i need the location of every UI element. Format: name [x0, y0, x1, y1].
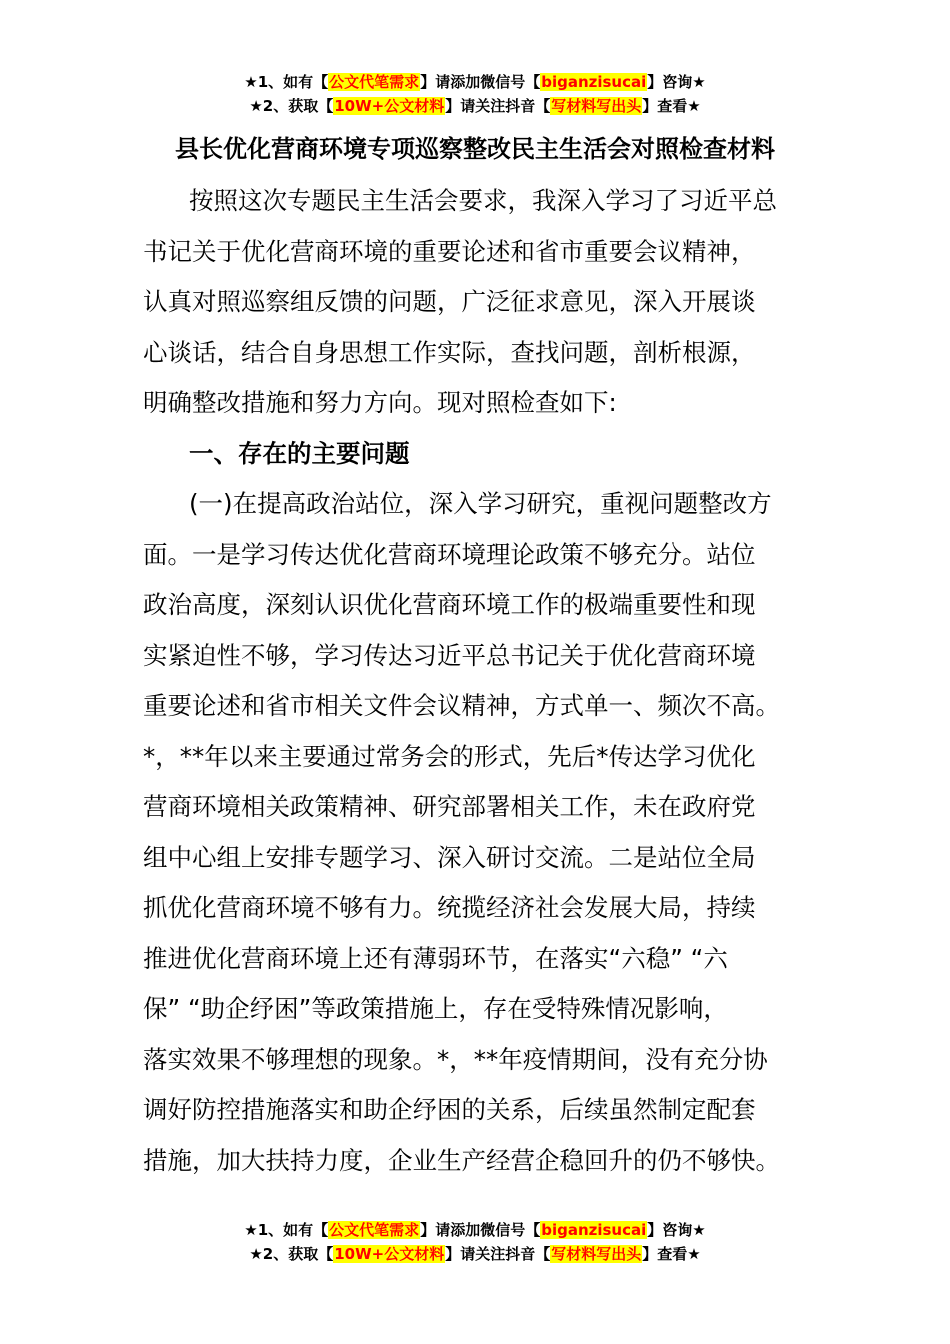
top-banner — [0, 70, 950, 118]
paragraph-line: 落实效果不够理想的现象。*，**年疫情期间，没有充分协 — [143, 1044, 768, 1074]
paragraph-line: *，**年以来主要通过常务会的形式，先后*传达学习优化 — [143, 741, 756, 771]
document-body — [143, 176, 813, 1186]
document-title: 县长优化营商环境专项巡察整改民主生活会对照检查材料 — [175, 135, 775, 163]
banner-text: 】咨询★ — [647, 73, 706, 91]
banner-text: ★2、获取【 — [249, 97, 334, 115]
highlight-materials: 10W+公文材料 — [334, 97, 445, 115]
paragraph-line: 心谈话，结合自身思想工作实际，查找问题，剖析根源， — [143, 337, 756, 367]
paragraph-line: 推进优化营商环境上还有薄弱环节，在落实“六稳” “六 — [143, 943, 728, 973]
paragraph-line: 面。一是学习传达优化营商环境理论政策不够充分。站位 — [143, 539, 756, 569]
banner-text: 】请添加微信号【 — [420, 73, 541, 91]
paragraph-line: 措施，加大扶持力度，企业生产经营企稳回升的仍不够快。 — [143, 1145, 780, 1175]
banner-text: ★2、获取【 — [249, 1245, 334, 1263]
banner-text: 】咨询★ — [647, 1221, 706, 1239]
banner-text: 】查看★ — [642, 97, 701, 115]
banner-text: ★1、如有【 — [244, 73, 329, 91]
banner-line-1 — [0, 1218, 950, 1242]
highlight-douyin: 写材料写出头 — [551, 97, 642, 115]
banner-line-1 — [0, 70, 950, 94]
paragraph-line: 重要论述和省市相关文件会议精神，方式单一、频次不高。 — [143, 691, 780, 720]
paragraph-line: 保” “助企纾困”等政策措施上，存在受特殊情况影响， — [143, 994, 728, 1023]
paragraph-line: 组中心组上安排专题学习、深入研讨交流。二是站位全局 — [143, 842, 756, 872]
banner-line-2 — [0, 94, 950, 118]
paragraph-line: 抓优化营商环境不够有力。统揽经济社会发展大局，持续 — [143, 893, 756, 922]
highlight-materials: 10W+公文材料 — [334, 1245, 445, 1263]
banner-text: 】请关注抖音【 — [445, 1245, 551, 1263]
paragraph-line: 营商环境相关政策精神、研究部署相关工作，未在政府党 — [143, 792, 756, 821]
paragraph-line: 书记关于优化营商环境的重要论述和省市重要会议精神， — [143, 236, 756, 266]
banner-text: 】请添加微信号【 — [420, 1221, 541, 1239]
bottom-banner — [0, 1218, 950, 1266]
paragraph-line: 实紧迫性不够，学习传达习近平总书记关于优化营商环境 — [143, 640, 756, 670]
highlight-wechat-id: biganzisucai — [541, 73, 647, 91]
paragraph-line: 政治高度，深刻认识优化营商环境工作的极端重要性和现 — [143, 590, 756, 619]
paragraph-line: 明确整改措施和努力方向。现对照检查如下: — [143, 388, 617, 417]
paragraph-line: 认真对照巡察组反馈的问题，广泛征求意见，深入开展谈 — [143, 287, 756, 316]
banner-text: 】请关注抖音【 — [445, 97, 551, 115]
banner-text: ★1、如有【 — [244, 1221, 329, 1239]
highlight-service: 公文代笔需求 — [329, 1221, 420, 1239]
paragraph-line: 按照这次专题民主生活会要求，我深入学习了习近平总 — [189, 186, 777, 215]
paragraph-line: 调好防控措施落实和助企纾困的关系，后续虽然制定配套 — [143, 1095, 756, 1124]
highlight-wechat-id: biganzisucai — [541, 1221, 647, 1239]
highlight-service: 公文代笔需求 — [329, 73, 420, 91]
section-heading: 一、存在的主要问题 — [189, 438, 410, 468]
paragraph-line: (一)在提高政治站位，深入学习研究，重视问题整改方 — [189, 489, 772, 518]
banner-line-2 — [0, 1242, 950, 1266]
highlight-douyin: 写材料写出头 — [551, 1245, 642, 1263]
banner-text: 】查看★ — [642, 1245, 701, 1263]
